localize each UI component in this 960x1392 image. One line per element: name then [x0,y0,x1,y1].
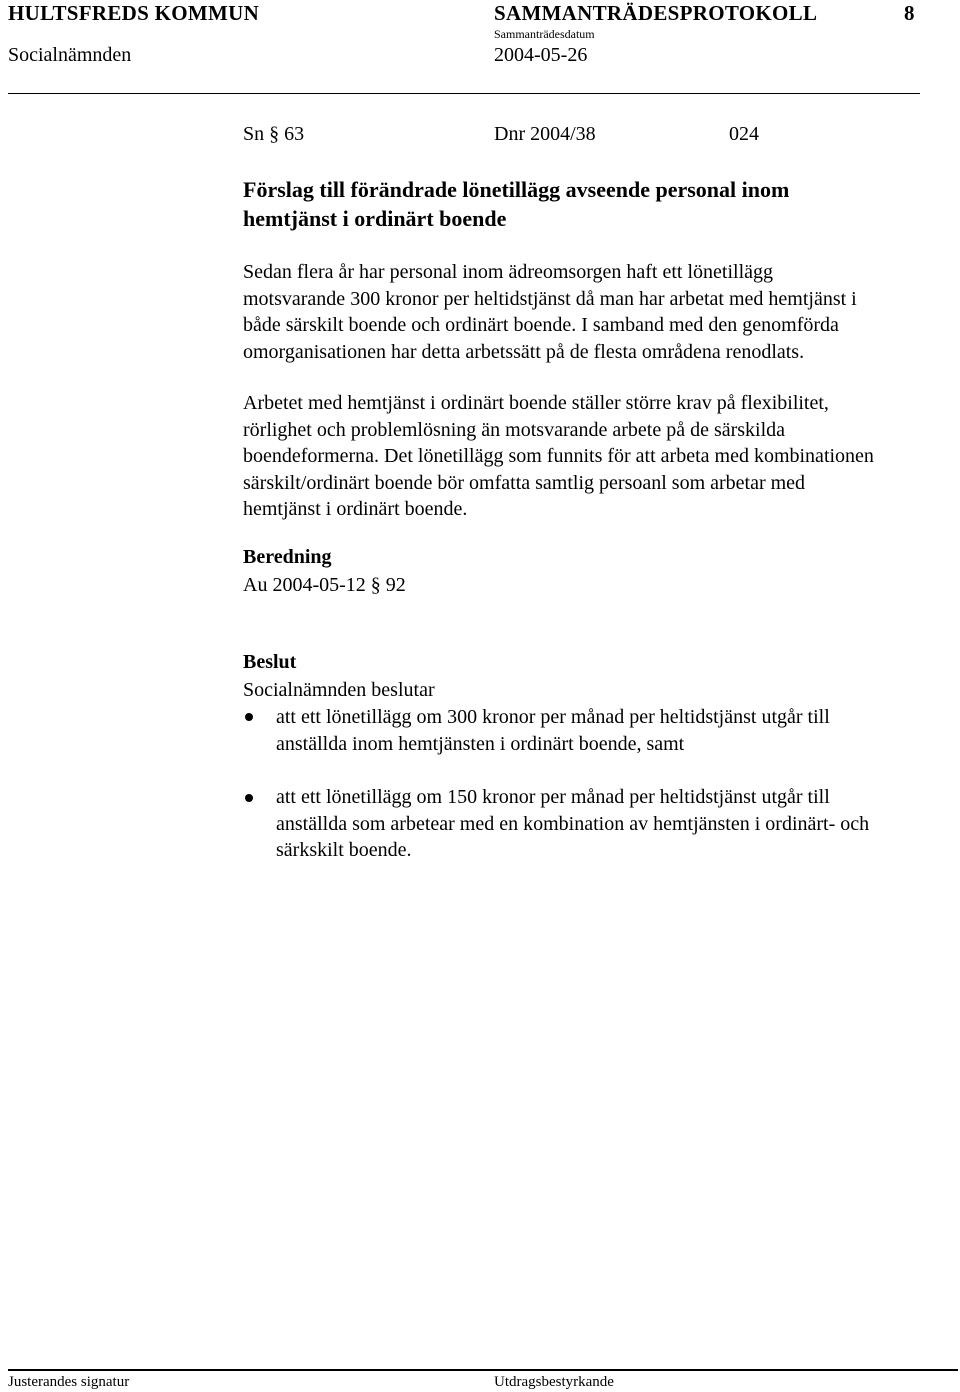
paragraph-number: Sn § 63 [243,123,305,145]
text-line: att ett lönetillägg om 150 kronor per månad per heltidstjänst utgår till [276,786,830,808]
certification-label: Utdragsbestyrkande [494,1374,614,1390]
beredning-reference: Au 2004-05-12 § 92 [243,574,406,596]
decision-item [276,704,830,757]
document-type: SAMMANTRÄDESPROTOKOLL [494,1,818,25]
text-line: rörlighet och problemlösning än motsvarande arbete på de särskilda [243,418,786,441]
text-line: särkskilt boende. [276,839,412,861]
text-line: särskilt/ordinärt boende bör omfatta samtlig persoanl som arbetar med [243,471,806,494]
text-line: anställda inom hemtjänsten i ordinärt boende, samt [276,732,685,755]
header-divider [8,93,920,94]
page-title [243,175,953,233]
text-line: både särskilt boende och ordinärt boende. I samband med den genomförda [243,314,839,336]
dnr-number: Dnr 2004/38 [494,123,596,145]
text-line: omorganisationen har detta arbetssätt på de flesta områdena renodlats. [243,340,805,363]
text-line: boendeformerna. Det lönetillägg som funnits för att arbeta med kombinationen [243,445,874,467]
beslut-heading: Beslut [243,651,297,673]
bullet-icon [245,794,253,802]
text-line: Sedan flera år har personal inom ädreomsorgen haft ett lönetillägg [243,261,773,283]
footer-divider [8,1369,958,1371]
page-number: 8 [904,1,915,25]
text-line: Arbetet med hemtjänst i ordinärt boende ställer större krav på flexibilitet, [243,392,829,414]
bullet-icon [245,713,253,721]
title-line: hemtjänst i ordinärt boende [243,206,507,231]
text-line: hemtjänst i ordinärt boende. [243,498,468,520]
beredning-heading: Beredning [243,546,332,568]
decision-item [276,784,869,864]
title-line: Förslag till förändrade lönetillägg avseende personal inom [243,177,790,202]
paragraph-background [243,259,953,365]
meeting-date: 2004-05-26 [494,44,588,66]
paragraph-motivation [243,390,953,523]
date-label: Sammanträdesdatum [494,27,595,41]
committee-name: Socialnämnden [8,44,132,66]
text-line: motsvarande 300 kronor per heltidstjänst då man har arbetat med hemtjänst i [243,287,857,310]
text-line: att ett lönetillägg om 300 kronor per månad per heltidstjänst utgår till [276,706,830,728]
municipality-name: HULTSFREDS KOMMUN [8,1,260,25]
text-line: anställda som arbetear med en kombination av hemtjänsten i ordinärt- och [276,812,870,835]
signature-label: Justerandes signatur [8,1374,130,1390]
beslut-intro: Socialnämnden beslutar [243,679,435,701]
case-code: 024 [729,123,759,145]
